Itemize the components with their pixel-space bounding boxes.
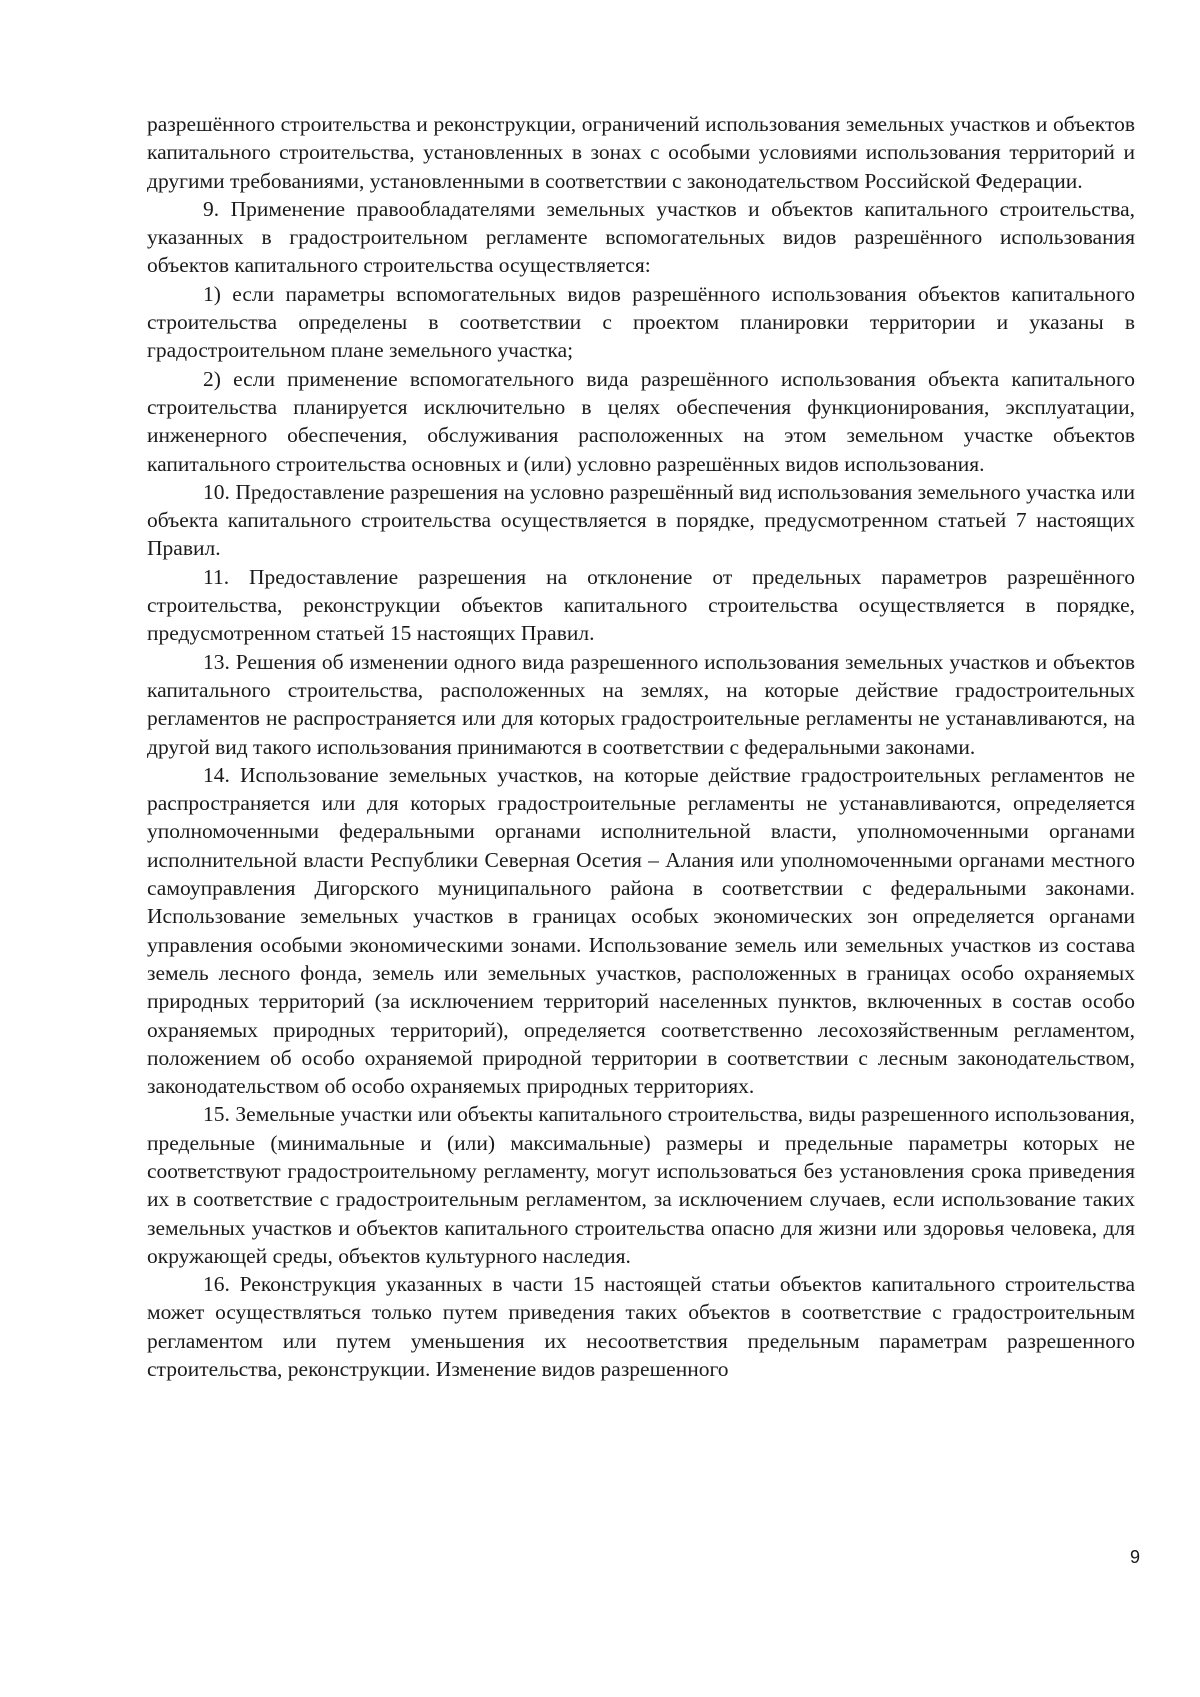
paragraph-item-11: 11. Предоставление разрешения на отклонение от предельных параметров разрешённого строительства, реконструкции объектов капитального строительства осуществляется в порядке, предусмотренном статьей 15 настоящих Правил.	[147, 564, 1135, 646]
paragraph-subitem-2: 2) если применение вспомогательного вида разрешённого использования объекта капитального строительства планируется исключительно в целях обеспечения функционирования, эксплуатации, инженерного обеспечения, обслуживания расположенных на этом земельном участке объектов капитального строительства основных и (или) условно разрешённых видов использования.	[147, 366, 1135, 476]
paragraph-item-15: 15. Земельные участки или объекты капитального строительства, виды разрешенного использования, предельные (минимальные и (или) максимальные) размеры и предельные параметры которых не соответствуют градостроительному регламенту, могут использоваться без установления срока приведения их в соответствие с градостроительным регламентом, за исключением случаев, если использование таких земельных участков и объектов капитального строительства опасно для жизни или здоровья человека, для окружающей среды, объектов культурного наследия.	[147, 1102, 1135, 1268]
document-body	[147, 110, 1135, 1383]
paragraph-item-14: 14. Использование земельных участков, на которые действие градостроительных регламентов не распространяется или для которых градостроительные регламенты не устанавливаются, определяется уполномоченными федеральными органами исполнительной власти, уполномоченными органами исполнительной власти Республики Северная Осетия – Алания или уполномоченными органами местного самоуправления Дигорского муниципального района в соответствии с федеральными законами. Использование земельных участков в границах особых экономических зон определяется органами управления особыми экономическими зонами. Использование земель или земельных участков из состава земель лесного фонда, земель или земельных участков, расположенных в границах особо охраняемых природных территорий (за исключением территорий населенных пунктов, включенных в состав особо охраняемых природных территорий), определяется соответственно лесохозяйственным регламентом, положением об особо охраняемой природной территории в соответствии с лесным законодательством, законодательством об особо охраняемых природных территориях.	[147, 762, 1135, 1099]
paragraph-continuation: разрешённого строительства и реконструкции, ограничений использования земельных участков и объектов капитального строительства, установленных в зонах с особыми условиями использования территорий и другими требованиями, установленными в соответствии с законодательством Российской Федерации.	[147, 112, 1135, 193]
paragraph-item-13: 13. Решения об изменении одного вида разрешенного использования земельных участков и объектов капитального строительства, расположенных на землях, на которые действие градостроительных регламентов не распространяется или для которых градостроительные регламенты не устанавливаются, на другой вид такого использования принимаются в соответствии с федеральными законами.	[147, 649, 1135, 759]
paragraph-subitem-1: 1) если параметры вспомогательных видов разрешённого использования объектов капитального строительства определены в соответствии с проектом планировки территории и указаны в градостроительном плане земельного участка;	[147, 281, 1135, 363]
paragraph-item-16: 16. Реконструкция указанных в части 15 настоящей статьи объектов капитального строительства может осуществляться только путем приведения таких объектов в соответствие с градостроительным регламентом или путем уменьшения их несоответствия предельным параметрам разрешенного строительства, реконструкции. Изменение видов разрешенного	[147, 1272, 1135, 1382]
page-number: 9	[1129, 1547, 1140, 1567]
paragraph-item-10: 10. Предоставление разрешения на условно разрешённый вид использования земельного участка или объекта капитального строительства осуществляется в порядке, предусмотренном статьей 7 настоящих Правил.	[147, 479, 1135, 561]
paragraph-item-9: 9. Применение правообладателями земельных участков и объектов капитального строительства, указанных в градостроительном регламенте вспомогательных видов разрешённого использования объектов капитального строительства осуществляется:	[147, 196, 1135, 278]
